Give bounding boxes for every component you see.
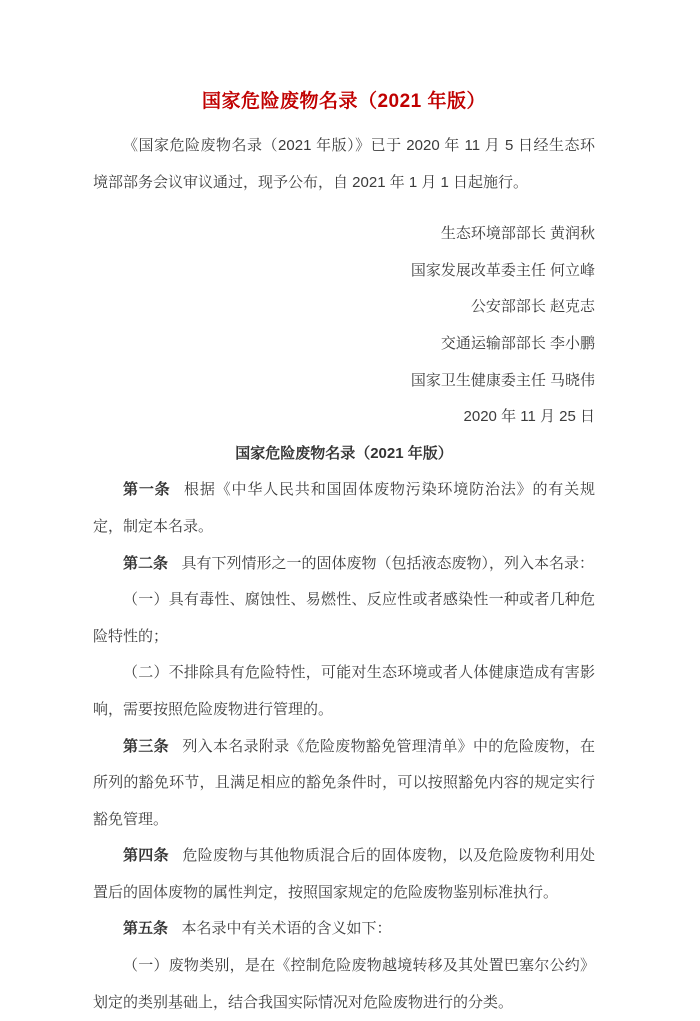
signature-line: 公安部部长 赵克志 [470, 298, 595, 316]
document-subtitle: 国家危险废物名录（2021 年版） [235, 444, 453, 462]
signature-block [93, 216, 595, 436]
article-label: 第四条 [123, 847, 169, 865]
signature-line: 生态环境部部长 黄润秋 [440, 225, 595, 243]
article-text: 危险废物与其他物质混合后的固体废物，以及危险废物利用处置后的固体废物的属性判定，按照国家规定的危险废物鉴别标准执行。 [93, 847, 595, 901]
article-paragraph [93, 546, 595, 583]
article-label: 第五条 [123, 920, 169, 938]
article-label: 第一条 [123, 481, 171, 499]
article-text: 根据《中华人民共和国固体废物污染环境防治法》的有关规定，制定本名录。 [93, 481, 595, 535]
signature-line: 国家发展改革委主任 何立峰 [410, 261, 595, 279]
article-paragraph [93, 582, 595, 655]
article-paragraph [93, 911, 595, 948]
signature-line: 交通运输部部长 李小鹏 [440, 334, 595, 352]
article-paragraph [93, 472, 595, 545]
article-text: 本名录中有关术语的含义如下： [181, 920, 392, 938]
article-paragraph [93, 838, 595, 911]
page-title: 国家危险废物名录（2021 年版） [201, 91, 487, 112]
intro-paragraph: 《国家危险废物名录（2021 年版）》已于 2020 年 11 月 5 日经生态环境部部务会议审议通过，现予公布，自 2021 年 1 月 1 日起施行。 [93, 137, 595, 191]
article-label: 第三条 [123, 737, 169, 755]
article-text: 列入本名录附录《危险废物豁免管理清单》中的危险废物，在所列的豁免环节，且满足相应的豁免条件时，可以按照豁免内容的规定实行豁免管理。 [93, 737, 595, 828]
article-text: 具有下列情形之一的固体废物（包括液态废物），列入本名录： [181, 554, 595, 572]
article-paragraph [93, 948, 595, 1021]
article-text: （一）具有毒性、腐蚀性、易燃性、反应性或者感染性一种或者几种危险特性的； [93, 591, 595, 645]
article-text: （一）废物类别，是在《控制危险废物越境转移及其处置巴塞尔公约》划定的类别基础上，结合我国实际情况对危险废物进行的分类。 [93, 957, 595, 1011]
article-paragraph [93, 729, 595, 839]
issue-date: 2020 年 11 月 25 日 [463, 408, 595, 426]
signature-line: 国家卫生健康委主任 马晓伟 [410, 371, 595, 389]
article-paragraph [93, 655, 595, 728]
article-label: 第二条 [123, 554, 169, 572]
article-text: （二）不排除具有危险特性，可能对生态环境或者人体健康造成有害影响，需要按照危险废物进行管理的。 [93, 664, 595, 718]
